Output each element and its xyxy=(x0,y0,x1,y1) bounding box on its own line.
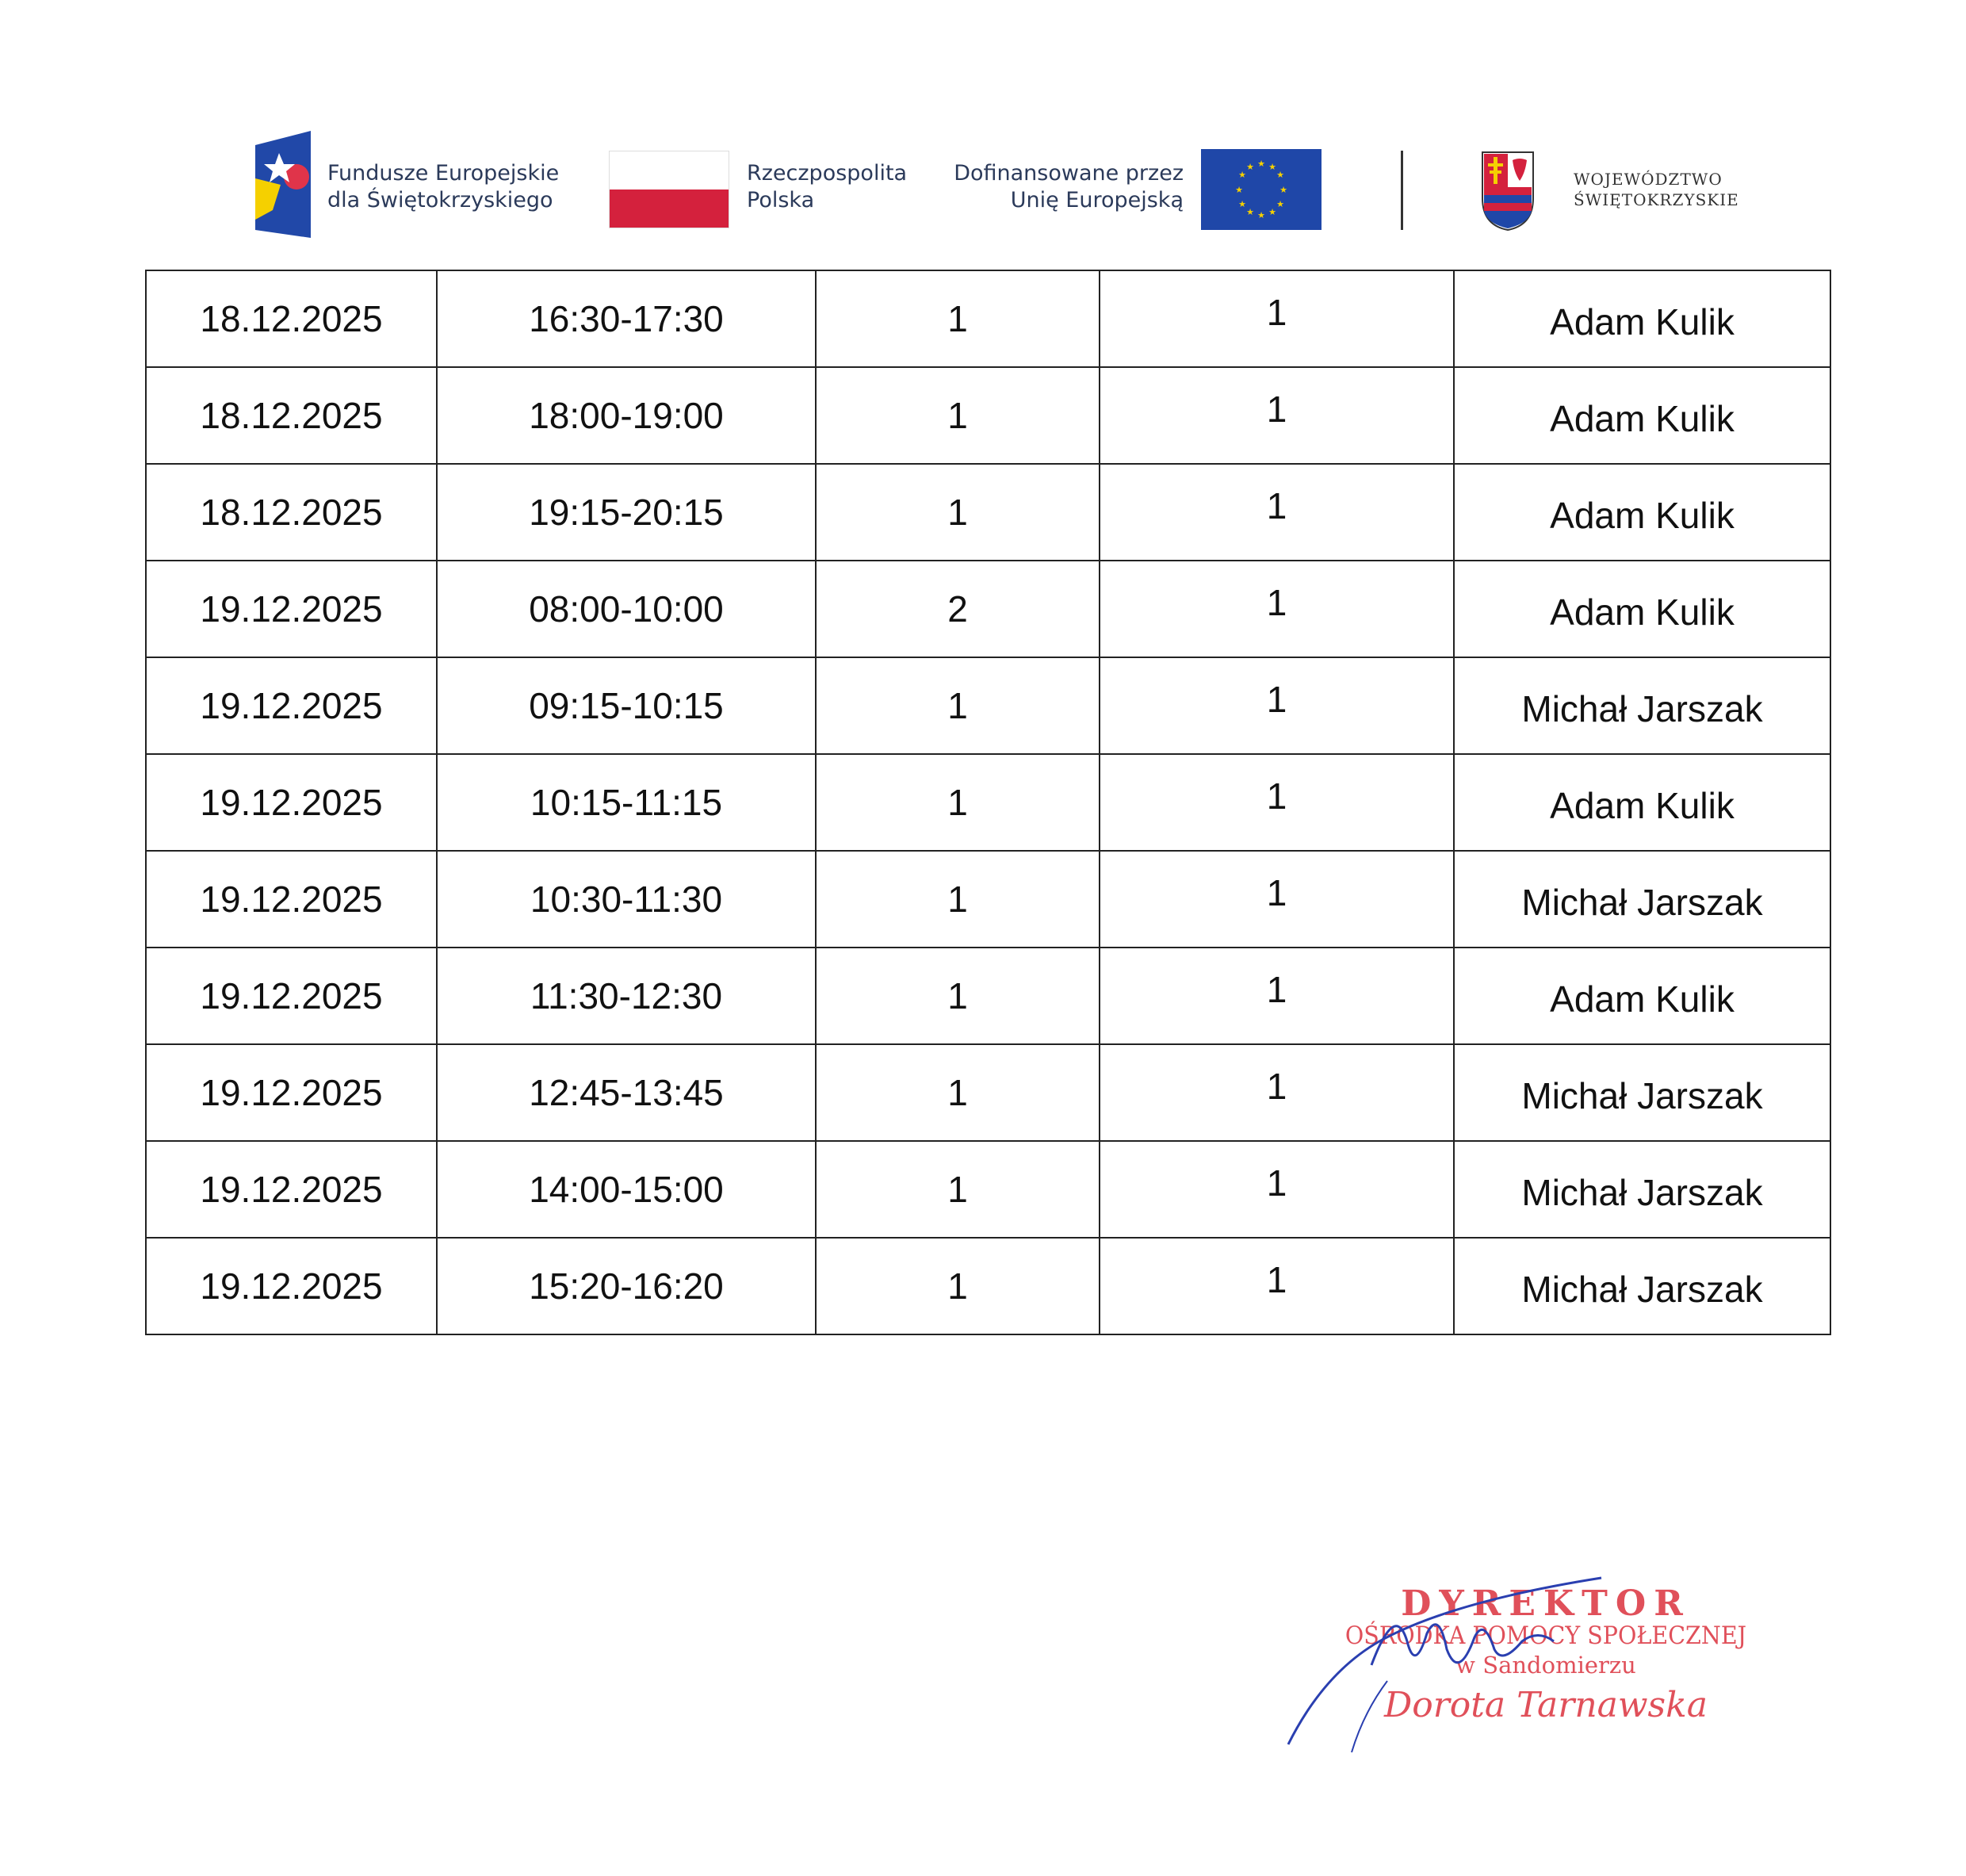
cell-count-b xyxy=(1100,464,1454,561)
eu-line-1: Dofinansowane przez xyxy=(954,161,1184,186)
cell-count-a-text: 2 xyxy=(947,588,968,630)
cell-specialist-text: Adam Kulik xyxy=(1550,495,1735,536)
table-row xyxy=(146,367,1830,464)
cell-date xyxy=(146,1238,437,1334)
cell-time-text: 16:30-17:30 xyxy=(529,298,724,339)
cell-date-text: 19.12.2025 xyxy=(200,1169,383,1210)
cell-count-b xyxy=(1100,754,1454,851)
cell-specialist xyxy=(1454,1238,1830,1334)
logo-divider xyxy=(1401,151,1403,230)
cell-count-a xyxy=(816,1141,1100,1238)
cell-date xyxy=(146,1044,437,1141)
cell-specialist xyxy=(1454,464,1830,561)
cell-date-text: 18.12.2025 xyxy=(200,492,383,533)
cell-date xyxy=(146,367,437,464)
eu-cofinanced-text xyxy=(920,160,1184,214)
cell-date xyxy=(146,561,437,657)
cell-count-b-text: 1 xyxy=(1266,1259,1287,1300)
cell-count-a-text: 1 xyxy=(947,492,968,533)
cell-time xyxy=(437,367,816,464)
cell-count-b-text: 1 xyxy=(1266,775,1287,817)
wojewodztwo-text xyxy=(1574,169,1739,210)
table-row xyxy=(146,464,1830,561)
cell-time-text: 19:15-20:15 xyxy=(529,492,724,533)
svg-text:★: ★ xyxy=(1268,162,1276,172)
svg-text:★: ★ xyxy=(1276,199,1284,209)
fundusze-europejskie-text xyxy=(327,160,559,214)
woj-line-2: ŚWIĘTOKRZYSKIE xyxy=(1574,190,1739,209)
eu-line-2: Unię Europejską xyxy=(1010,188,1184,212)
cell-count-b xyxy=(1100,1141,1454,1238)
cell-specialist xyxy=(1454,367,1830,464)
cell-count-b-text: 1 xyxy=(1266,1066,1287,1107)
cell-time-text: 08:00-10:00 xyxy=(529,588,724,630)
cell-count-b-text: 1 xyxy=(1266,389,1287,430)
pl-line-2: Polska xyxy=(747,188,815,212)
cell-time xyxy=(437,1044,816,1141)
cell-count-a xyxy=(816,270,1100,367)
cell-date-text: 18.12.2025 xyxy=(200,298,383,339)
cell-count-a-text: 1 xyxy=(947,395,968,436)
cell-count-b-text: 1 xyxy=(1266,679,1287,720)
cell-time-text: 12:45-13:45 xyxy=(529,1072,724,1113)
cell-count-a xyxy=(816,657,1100,754)
cell-count-b xyxy=(1100,948,1454,1044)
svg-text:★: ★ xyxy=(1246,162,1254,172)
cell-count-a-text: 1 xyxy=(947,1072,968,1113)
cell-count-b xyxy=(1100,561,1454,657)
svg-text:★: ★ xyxy=(1238,199,1246,209)
cell-date xyxy=(146,270,437,367)
cell-time xyxy=(437,657,816,754)
woj-line-1: WOJEWÓDZTWO xyxy=(1574,170,1723,189)
cell-count-a xyxy=(816,851,1100,948)
fe-line-1: Fundusze Europejskie xyxy=(327,161,560,186)
table-row xyxy=(146,270,1830,367)
cell-count-b xyxy=(1100,1238,1454,1334)
cell-time-text: 09:15-10:15 xyxy=(529,685,724,726)
svg-text:★: ★ xyxy=(1268,207,1276,217)
cell-time xyxy=(437,754,816,851)
cell-count-a xyxy=(816,464,1100,561)
table-row xyxy=(146,948,1830,1044)
cell-count-a-text: 1 xyxy=(947,975,968,1016)
cell-specialist-text: Michał Jarszak xyxy=(1521,1172,1763,1213)
cell-date-text: 19.12.2025 xyxy=(200,1072,383,1113)
cell-specialist-text: Michał Jarszak xyxy=(1521,882,1763,923)
cell-date xyxy=(146,1141,437,1238)
cell-count-b xyxy=(1100,851,1454,948)
cell-time-text: 10:15-11:15 xyxy=(530,782,723,823)
schedule-table-body xyxy=(146,270,1830,1334)
cell-date xyxy=(146,851,437,948)
cell-date xyxy=(146,948,437,1044)
cell-time xyxy=(437,270,816,367)
cell-specialist xyxy=(1454,657,1830,754)
cell-date xyxy=(146,657,437,754)
cell-count-b-text: 1 xyxy=(1266,292,1287,333)
cell-specialist-text: Adam Kulik xyxy=(1550,301,1735,343)
table-row xyxy=(146,657,1830,754)
table-row xyxy=(146,1044,1830,1141)
svg-text:★: ★ xyxy=(1257,159,1265,169)
cell-time xyxy=(437,561,816,657)
cell-count-b xyxy=(1100,657,1454,754)
polish-flag-icon xyxy=(609,151,729,228)
eu-flag-icon xyxy=(1201,149,1322,230)
cell-specialist xyxy=(1454,754,1830,851)
handwritten-signature xyxy=(1276,1554,1673,1760)
cell-count-a-text: 1 xyxy=(947,1265,968,1307)
fundusze-europejskie-logo-icon xyxy=(255,131,311,238)
header-logos xyxy=(0,0,1966,254)
stamp-person: Dorota Tarnawska xyxy=(1383,1685,1708,1725)
svg-text:★: ★ xyxy=(1276,170,1284,180)
cell-count-a xyxy=(816,754,1100,851)
table-row xyxy=(146,1141,1830,1238)
cell-date-text: 19.12.2025 xyxy=(200,975,383,1016)
cell-count-a xyxy=(816,561,1100,657)
cell-count-b-text: 1 xyxy=(1266,1162,1287,1204)
cell-specialist xyxy=(1454,561,1830,657)
cell-date-text: 19.12.2025 xyxy=(200,588,383,630)
cell-specialist xyxy=(1454,1044,1830,1141)
table-row xyxy=(146,561,1830,657)
cell-count-a-text: 1 xyxy=(947,782,968,823)
svg-text:★: ★ xyxy=(1279,185,1287,195)
cell-time xyxy=(437,464,816,561)
table-row xyxy=(146,851,1830,948)
cell-time xyxy=(437,1238,816,1334)
cell-date-text: 19.12.2025 xyxy=(200,879,383,920)
cell-date-text: 19.12.2025 xyxy=(200,782,383,823)
cell-specialist-text: Adam Kulik xyxy=(1550,398,1735,439)
cell-count-a-text: 1 xyxy=(947,298,968,339)
cell-date-text: 19.12.2025 xyxy=(200,1265,383,1307)
cell-time-text: 15:20-16:20 xyxy=(529,1265,724,1307)
pl-line-1: Rzeczpospolita xyxy=(747,161,908,186)
cell-specialist-text: Adam Kulik xyxy=(1550,978,1735,1020)
cell-time-text: 14:00-15:00 xyxy=(529,1169,724,1210)
stamp-organization: OŚRODKA POMOCY SPOŁECZNEJ xyxy=(1344,1621,1747,1650)
cell-specialist xyxy=(1454,851,1830,948)
schedule-table xyxy=(145,270,1831,1335)
cell-count-b xyxy=(1100,1044,1454,1141)
cell-count-a-text: 1 xyxy=(947,879,968,920)
cell-date xyxy=(146,464,437,561)
cell-date xyxy=(146,754,437,851)
table-row xyxy=(146,754,1830,851)
cell-date-text: 18.12.2025 xyxy=(200,395,383,436)
cell-count-b-text: 1 xyxy=(1266,582,1287,623)
swietokrzyskie-coat-of-arms-icon xyxy=(1481,149,1535,232)
cell-count-b-text: 1 xyxy=(1266,485,1287,526)
cell-specialist-text: Michał Jarszak xyxy=(1521,688,1763,729)
cell-specialist-text: Michał Jarszak xyxy=(1521,1075,1763,1116)
cell-time xyxy=(437,851,816,948)
stamp-title: DYREKTOR xyxy=(1401,1583,1691,1624)
table-row xyxy=(146,1238,1830,1334)
cell-count-b-text: 1 xyxy=(1266,969,1287,1010)
svg-text:★: ★ xyxy=(1238,170,1246,180)
rzeczpospolita-text xyxy=(747,160,907,214)
cell-specialist xyxy=(1454,270,1830,367)
cell-specialist-text: Adam Kulik xyxy=(1550,785,1735,826)
cell-specialist xyxy=(1454,948,1830,1044)
cell-specialist-text: Michał Jarszak xyxy=(1521,1269,1763,1310)
cell-time-text: 18:00-19:00 xyxy=(529,395,724,436)
cell-time-text: 10:30-11:30 xyxy=(530,879,723,920)
svg-text:★: ★ xyxy=(1246,207,1254,217)
cell-count-b-text: 1 xyxy=(1266,872,1287,913)
svg-text:★: ★ xyxy=(1257,210,1265,220)
cell-count-a xyxy=(816,948,1100,1044)
cell-count-a-text: 1 xyxy=(947,685,968,726)
svg-text:★: ★ xyxy=(1235,185,1243,195)
cell-count-a xyxy=(816,1044,1100,1141)
cell-time xyxy=(437,948,816,1044)
fe-line-2: dla Świętokrzyskiego xyxy=(327,188,553,212)
cell-count-b xyxy=(1100,367,1454,464)
stamp-city: w Sandomierzu xyxy=(1455,1652,1636,1679)
cell-count-a xyxy=(816,1238,1100,1334)
cell-time xyxy=(437,1141,816,1238)
cell-date-text: 19.12.2025 xyxy=(200,685,383,726)
cell-count-a-text: 1 xyxy=(947,1169,968,1210)
cell-count-a xyxy=(816,367,1100,464)
cell-time-text: 11:30-12:30 xyxy=(530,975,723,1016)
cell-specialist xyxy=(1454,1141,1830,1238)
cell-count-b xyxy=(1100,270,1454,367)
cell-specialist-text: Adam Kulik xyxy=(1550,592,1735,633)
